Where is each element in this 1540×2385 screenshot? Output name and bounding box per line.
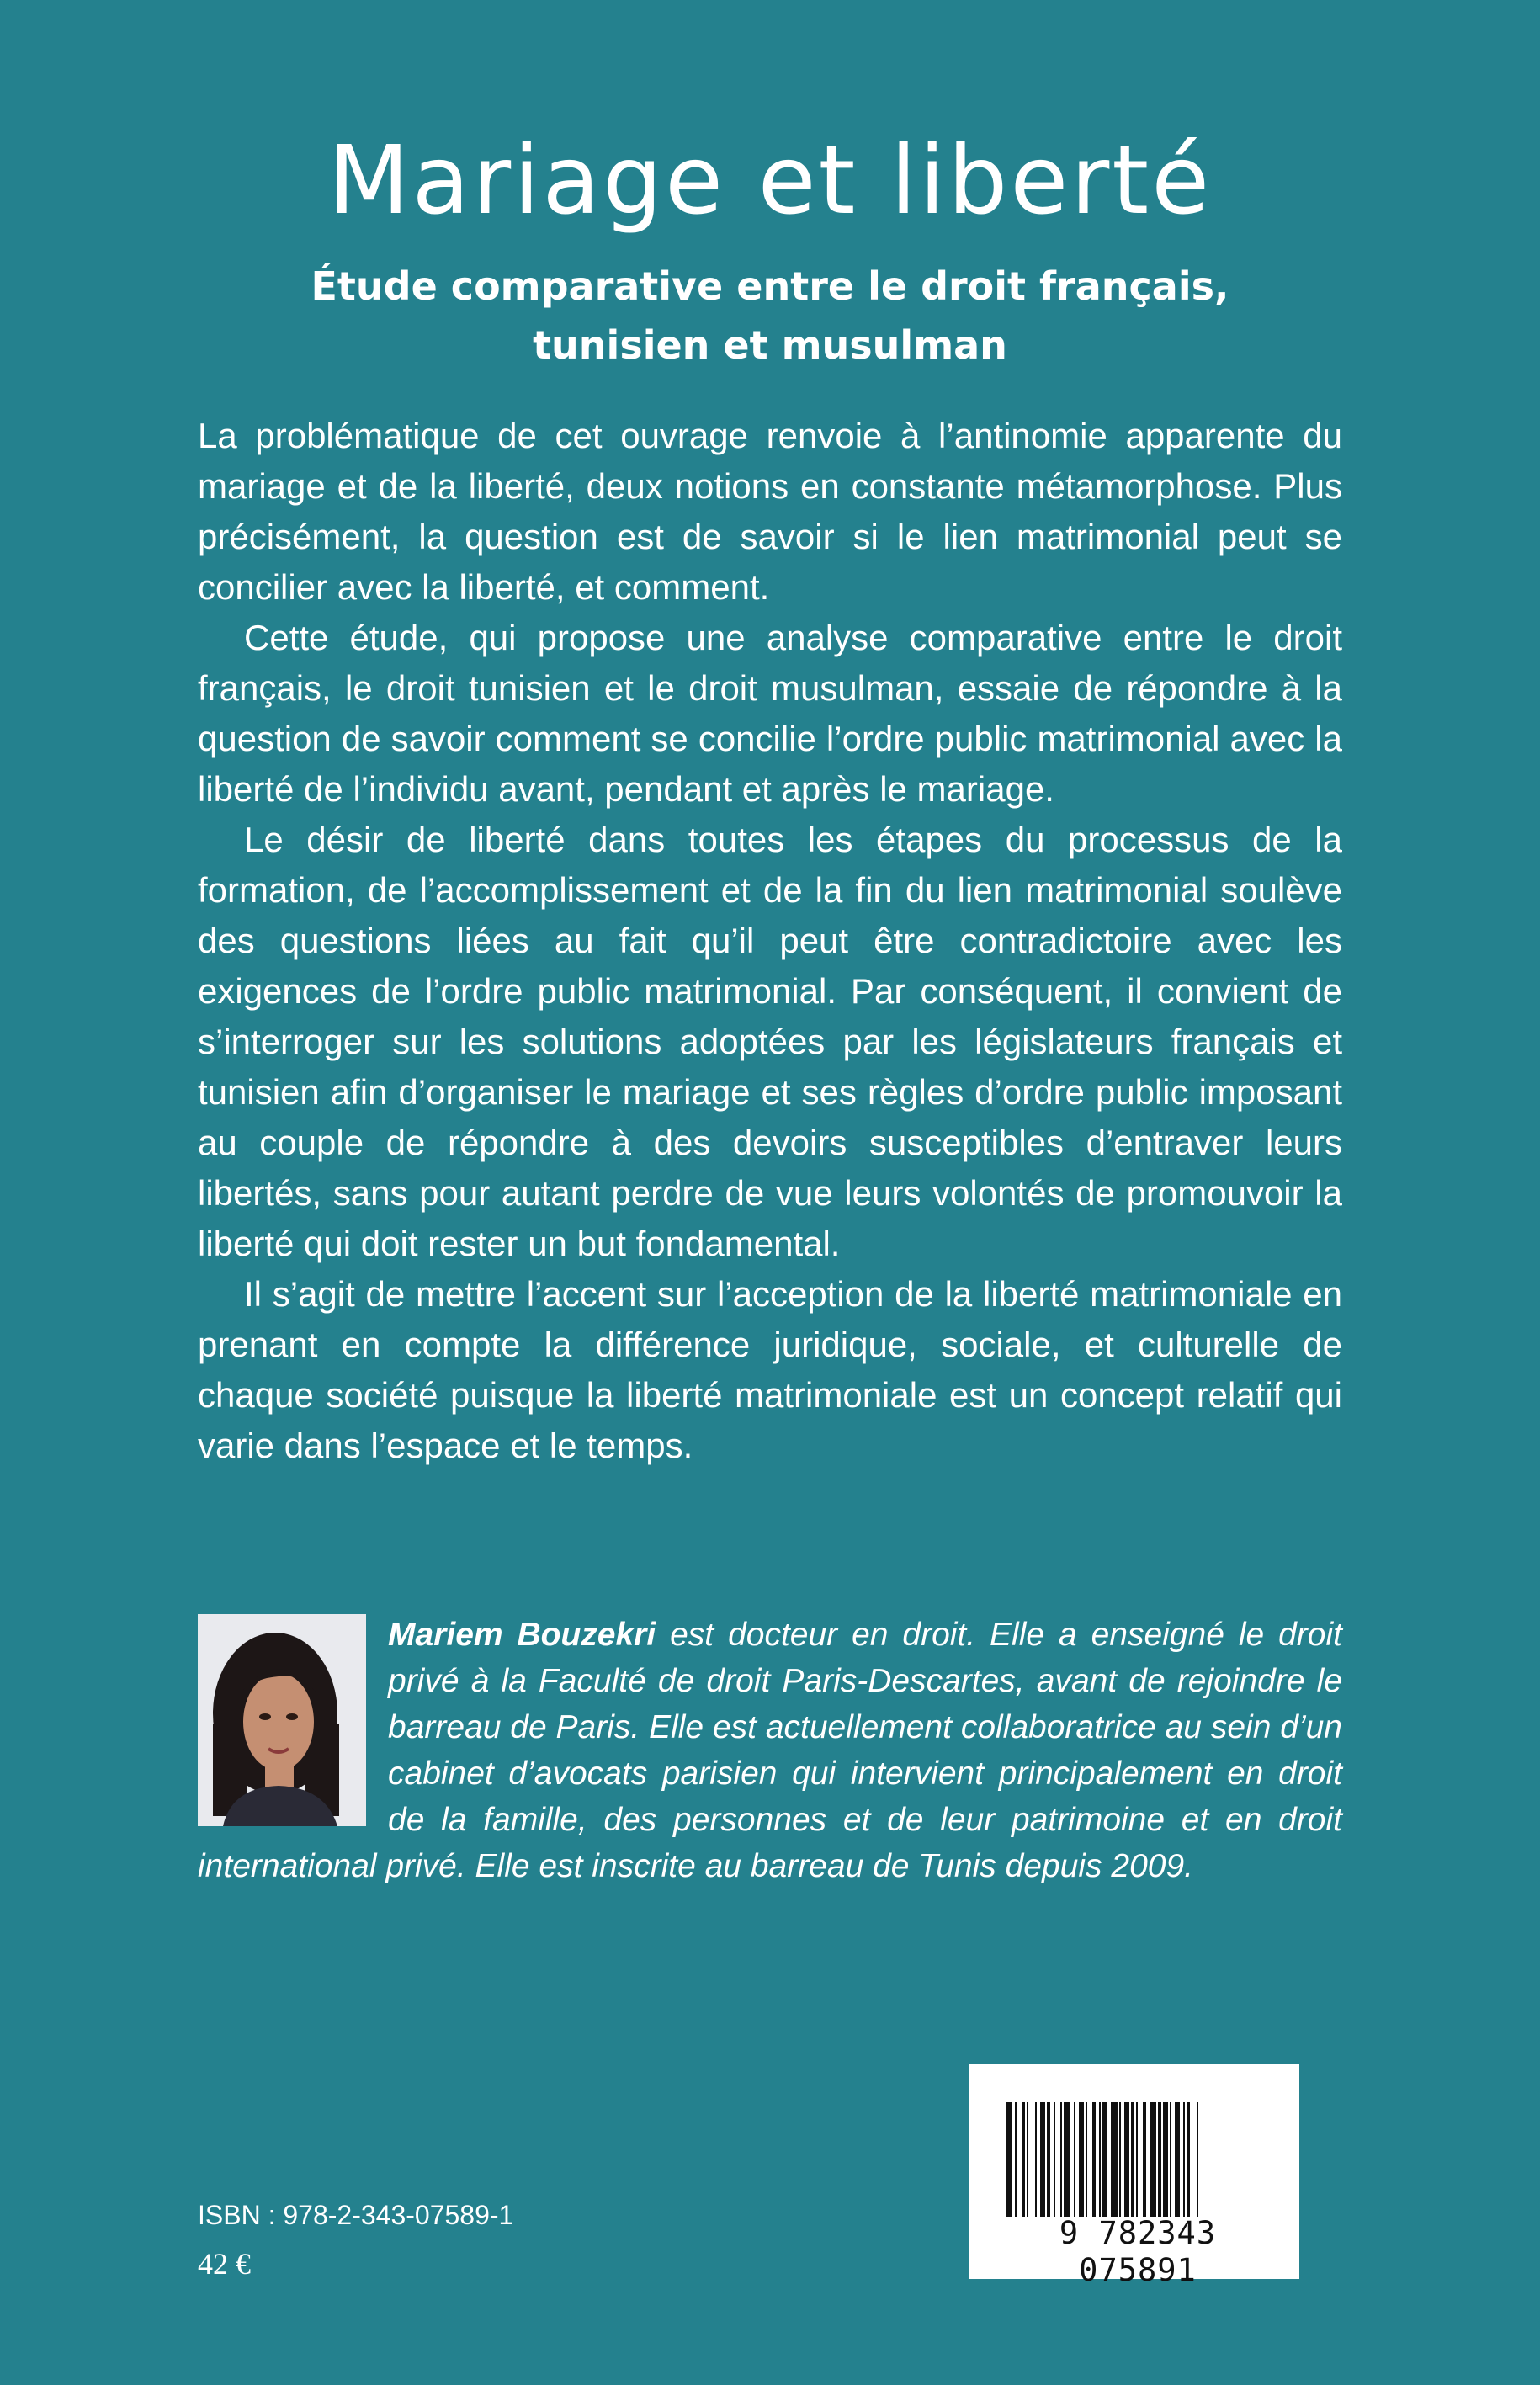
summary-paragraph-1: La problématique de cet ouvrage renvoie à l’antinomie apparente du mariage et de la liberté, deux notions en constante métamorphose. Plus précisément, la question est de savoir si le lien matrimonial peut se concilier avec la liberté, et comment. xyxy=(198,416,1342,607)
barcode-bar xyxy=(1102,2102,1107,2217)
barcode-bar xyxy=(1047,2102,1050,2217)
barcode-bar xyxy=(1143,2102,1146,2217)
barcode-bar xyxy=(1197,2102,1198,2217)
isbn: ISBN : 978-2-343-07589-1 xyxy=(198,2200,514,2230)
photo-spacer xyxy=(198,1612,388,1839)
barcode-bar xyxy=(1054,2102,1055,2217)
barcode-bar xyxy=(1015,2102,1017,2217)
barcode-bar xyxy=(1119,2102,1121,2217)
barcode-bar xyxy=(1187,2102,1190,2217)
price: 42 € xyxy=(198,2247,251,2281)
barcode-bar xyxy=(1183,2102,1185,2217)
summary-paragraph-3: Le désir de liberté dans toutes les étapes du processus de la formation, de l’accomplissement et de la fin du lien matrimonial soulève des questions liées au fait qu’il peut être contradictoire avec les exigences de l’ordre public matrimonial. Par conséquent, il convient de s’interroger sur les solutions adoptées par les législateurs français et tunisien afin d’organiser le mariage et ses règles d’ordre public imposant au couple de répondre à des devoirs susceptibles d’entraver leurs libertés, sans pour autant perdre de vue leurs volontés de promouvoir la liberté qui doit rester un but fondamental. xyxy=(198,820,1342,1263)
barcode-bar xyxy=(1136,2102,1138,2217)
author-name: Mariem Bouzekri xyxy=(388,1617,656,1653)
barcode-bar xyxy=(1064,2102,1070,2217)
barcode-bar xyxy=(1027,2102,1028,2217)
author-bio-text: est docteur en droit. Elle a enseigné le droit privé à la Faculté de droit Paris-Descartes, avant de rejoindre le barreau de Paris. Elle est actuellement collaboratrice au sein d’un cabinet d’avocats parisien qui intervient principalement en droit de la famille, des personnes et de leur patrimoine et en droit international privé. Elle est inscrite au barreau de Tunis depuis 2009. xyxy=(198,1617,1342,1884)
barcode-bar xyxy=(1092,2102,1096,2217)
summary-paragraph-4: Il s’agit de mettre l’accent sur l’acception de la liberté matrimoniale en prenant en compte la différence juridique, sociale, et culturelle de chaque société puisque la liberté matrimoniale est un concept relatif qui varie dans l’espace et le temps. xyxy=(198,1274,1342,1465)
barcode-bar xyxy=(1170,2102,1171,2217)
barcode-bar xyxy=(1079,2102,1084,2217)
barcode-bar xyxy=(1035,2102,1037,2217)
barcode-bar xyxy=(1158,2102,1161,2217)
barcode-bar xyxy=(1006,2102,1012,2217)
subtitle-line-2: tunisien et musulman xyxy=(533,322,1007,368)
barcode-bar xyxy=(1060,2102,1062,2217)
barcode-bar xyxy=(1111,2102,1118,2217)
barcode xyxy=(969,2064,1299,2288)
barcode-bar xyxy=(1074,2102,1075,2217)
summary-paragraph-2: Cette étude, qui propose une analyse comparative entre le droit français, le droit tunisien et le droit musulman, essaie de répondre à la question de savoir comment se concilie l’ordre public matrimonial avec la liberté de l’individu avant, pendant et après le mariage. xyxy=(198,618,1342,809)
barcode-bar xyxy=(1131,2102,1134,2217)
barcode-bar xyxy=(1040,2102,1045,2217)
barcode-bar xyxy=(1086,2102,1087,2217)
subtitle-line-1: Étude comparative entre le droit français, xyxy=(311,263,1229,309)
barcode-digits: 9 782343 075891 xyxy=(1059,2215,1217,2288)
author-bio xyxy=(198,1612,1342,1889)
barcode-bar xyxy=(1163,2102,1168,2217)
back-cover-summary xyxy=(198,411,1342,1471)
book-subtitle xyxy=(0,257,1540,374)
book-title: Mariage et liberté xyxy=(327,126,1213,236)
barcode-bar xyxy=(1022,2102,1025,2217)
barcode-bar xyxy=(1124,2102,1129,2217)
barcode-bar xyxy=(1099,2102,1101,2217)
barcode-bar xyxy=(1150,2102,1156,2217)
barcode-bar xyxy=(1175,2102,1180,2217)
